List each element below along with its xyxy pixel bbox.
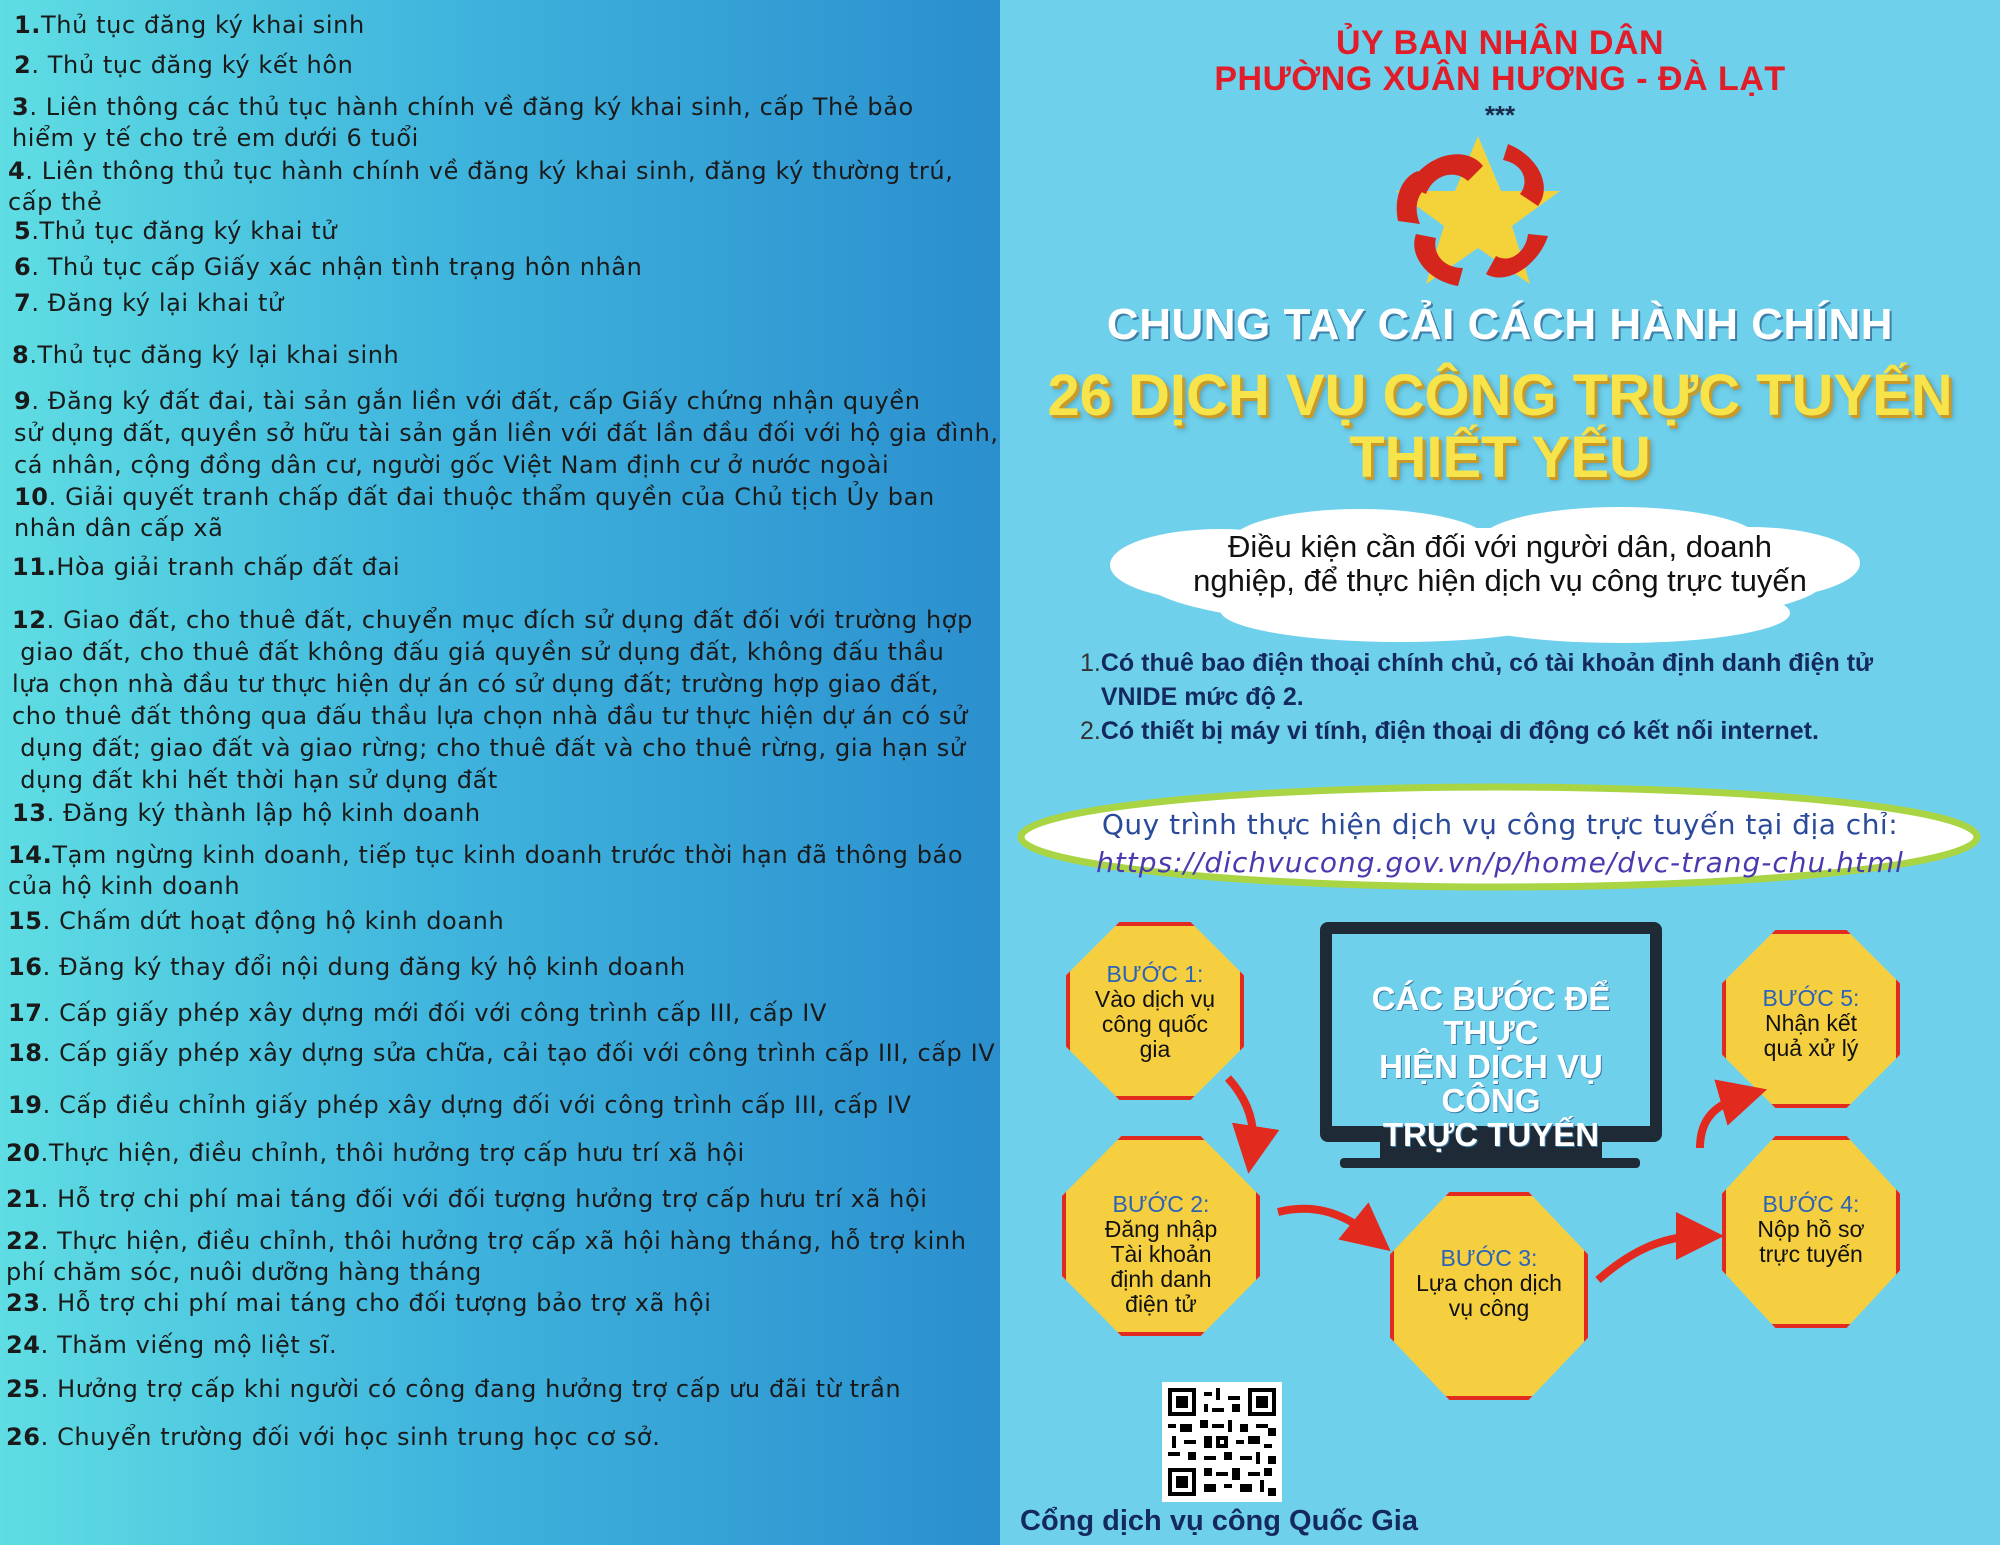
service-item: 7. Đăng ký lại khai tử bbox=[14, 289, 284, 317]
main-title-line1: 26 DỊCH VỤ CÔNG TRỰC TUYẾN bbox=[1047, 363, 1953, 428]
org-name-line1: ỦY BAN NHÂN DÂN bbox=[1336, 24, 1664, 62]
service-item: 4. Liên thông thủ tục hành chính về đăng ký khai sinh, đăng ký thường trú, cấp thẻ bbox=[8, 157, 954, 216]
service-item: 13. Đăng ký thành lập hộ kinh doanh bbox=[12, 799, 481, 827]
portal-label: Cổng dịch vụ công Quốc Gia bbox=[1020, 1505, 1418, 1537]
service-item: 18. Cấp giấy phép xây dựng sửa chữa, cải tạo đối với công trình cấp III, cấp IV bbox=[8, 1039, 996, 1067]
service-item: 24. Thăm viếng mộ liệt sĩ. bbox=[6, 1331, 338, 1359]
service-item: 1.Thủ tục đăng ký khai sinh bbox=[14, 11, 365, 39]
service-item: 21. Hỗ trợ chi phí mai táng đối với đối tượng hưởng trợ cấp hưu trí xã hội bbox=[6, 1185, 928, 1213]
service-item: 26. Chuyển trường đối với học sinh trung học cơ sở. bbox=[6, 1423, 661, 1451]
org-name-line2: PHƯỜNG XUÂN HƯƠNG - ĐÀ LẠT bbox=[1214, 60, 1786, 98]
step-5-text: BƯỚC 5: Nhận kết quả xử lý bbox=[1762, 985, 1860, 1061]
step-1-text: BƯỚC 1: Vào dịch vụ công quốc gia bbox=[1094, 961, 1216, 1062]
service-item: 16. Đăng ký thay đổi nội dung đăng ký hộ kinh doanh bbox=[8, 953, 686, 981]
service-item: 10. Giải quyết tranh chấp đất đai thuộc thẩm quyền của Chủ tịch Ủy ban nhân dân cấp xã bbox=[14, 483, 935, 542]
service-item: 12. Giao đất, cho thuê đất, chuyển mục đích sử dụng đất đối với trường hợp giao đất, cho thuê đất không đấu giá quyền sử dụng đất, không đấu thầu lựa chọn nhà đầu tư thực hiện dự án có sử dụng đất; trường hợp giao đất, cho thuê đất thông qua đấu thầu lựa chọn nhà đầu tư thực hiện dự án có sử dụng đất; giao đất và giao rừng; cho thuê đất và cho thuê rừng, gia hạn sử dụng đất khi hết thời hạn sử dụng đất bbox=[12, 606, 973, 794]
service-item: 11.Hòa giải tranh chấp đất đai bbox=[12, 553, 401, 581]
service-item: 15. Chấm dứt hoạt động hộ kinh doanh bbox=[8, 907, 505, 935]
process-label: Quy trình thực hiện dịch vụ công trực tuyến tại địa chỉ: bbox=[1101, 808, 1899, 841]
process-url-link[interactable]: https://dichvucong.gov.vn/p/home/dvc-trang-chu.html bbox=[1096, 846, 1904, 879]
service-item: 2. Thủ tục đăng ký kết hôn bbox=[14, 51, 354, 79]
service-item: 6. Thủ tục cấp Giấy xác nhận tình trạng hôn nhân bbox=[14, 253, 643, 281]
service-item: 23. Hỗ trợ chi phí mai táng cho đối tượng bảo trợ xã hội bbox=[6, 1289, 712, 1317]
service-item: 25. Hưởng trợ cấp khi người có công đang hưởng trợ cấp ưu đãi từ trần bbox=[6, 1375, 902, 1403]
service-item: 3. Liên thông các thủ tục hành chính về đăng ký khai sinh, cấp Thẻ bảo hiểm y tế cho trẻ em dưới 6 tuổi bbox=[12, 93, 914, 152]
service-item: 19. Cấp điều chỉnh giấy phép xây dựng đối với công trình cấp III, cấp IV bbox=[8, 1091, 912, 1119]
service-item: 22. Thực hiện, điều chỉnh, thôi hưởng trợ cấp xã hội hàng tháng, hỗ trợ kinh phí chăm sóc, nuôi dưỡng hàng tháng bbox=[6, 1227, 967, 1286]
step-arrows-icon bbox=[1000, 0, 2000, 1545]
step-4-text: BƯỚC 4: Nộp hồ sơ trực tuyến bbox=[1757, 1191, 1865, 1267]
cloud-text-line2: nghiệp, để thực hiện dịch vụ công trực tuyến bbox=[1193, 563, 1807, 598]
stars-divider: *** bbox=[1484, 100, 1516, 130]
service-item: 5.Thủ tục đăng ký khai tử bbox=[14, 217, 338, 245]
service-item: 17. Cấp giấy phép xây dựng mới đối với công trình cấp III, cấp IV bbox=[8, 999, 827, 1027]
service-item: 8.Thủ tục đăng ký lại khai sinh bbox=[12, 341, 400, 369]
service-item: 20.Thực hiện, điều chỉnh, thôi hưởng trợ cấp hưu trí xã hội bbox=[6, 1139, 745, 1167]
condition-item: 1.Có thuê bao điện thoại chính chủ, có tài khoản định danh điện tử VNIDE mức độ 2. bbox=[1080, 649, 1874, 711]
condition-item: 2.Có thiết bị máy vi tính, điện thoại di động có kết nối internet. bbox=[1080, 717, 1819, 745]
monitor-title: CÁC BƯỚC ĐỂ THỰC HIỆN DỊCH VỤ CÔNG TRỰC TUYẾN bbox=[1371, 980, 1611, 1153]
info-panel bbox=[1000, 0, 2000, 1545]
service-item: 9. Đăng ký đất đai, tài sản gắn liền với đất, cấp Giấy chứng nhận quyền sử dụng đất, quyền sở hữu tài sản gắn liền với đất lần đầu đối với hộ gia đình, cá nhân, cộng đồng dân cư, người gốc Việt Nam định cư ở nước ngoài bbox=[14, 387, 999, 479]
step-3-text: BƯỚC 3: Lựa chọn dịch vụ công bbox=[1416, 1245, 1562, 1321]
step-2-text: BƯỚC 2: Đăng nhập Tài khoản định danh điện tử bbox=[1104, 1191, 1218, 1317]
cloud-text-line1: Điều kiện cần đối với người dân, doanh bbox=[1228, 529, 1772, 564]
main-title-line2: THIẾT YẾU bbox=[1349, 425, 1651, 490]
service-item: 14.Tạm ngừng kinh doanh, tiếp tục kinh doanh trước thời hạn đã thông báo của hộ kinh doanh bbox=[8, 841, 964, 900]
qr-code-icon bbox=[1162, 1382, 1282, 1502]
slogan: CHUNG TAY CẢI CÁCH HÀNH CHÍNH bbox=[1106, 300, 1894, 349]
